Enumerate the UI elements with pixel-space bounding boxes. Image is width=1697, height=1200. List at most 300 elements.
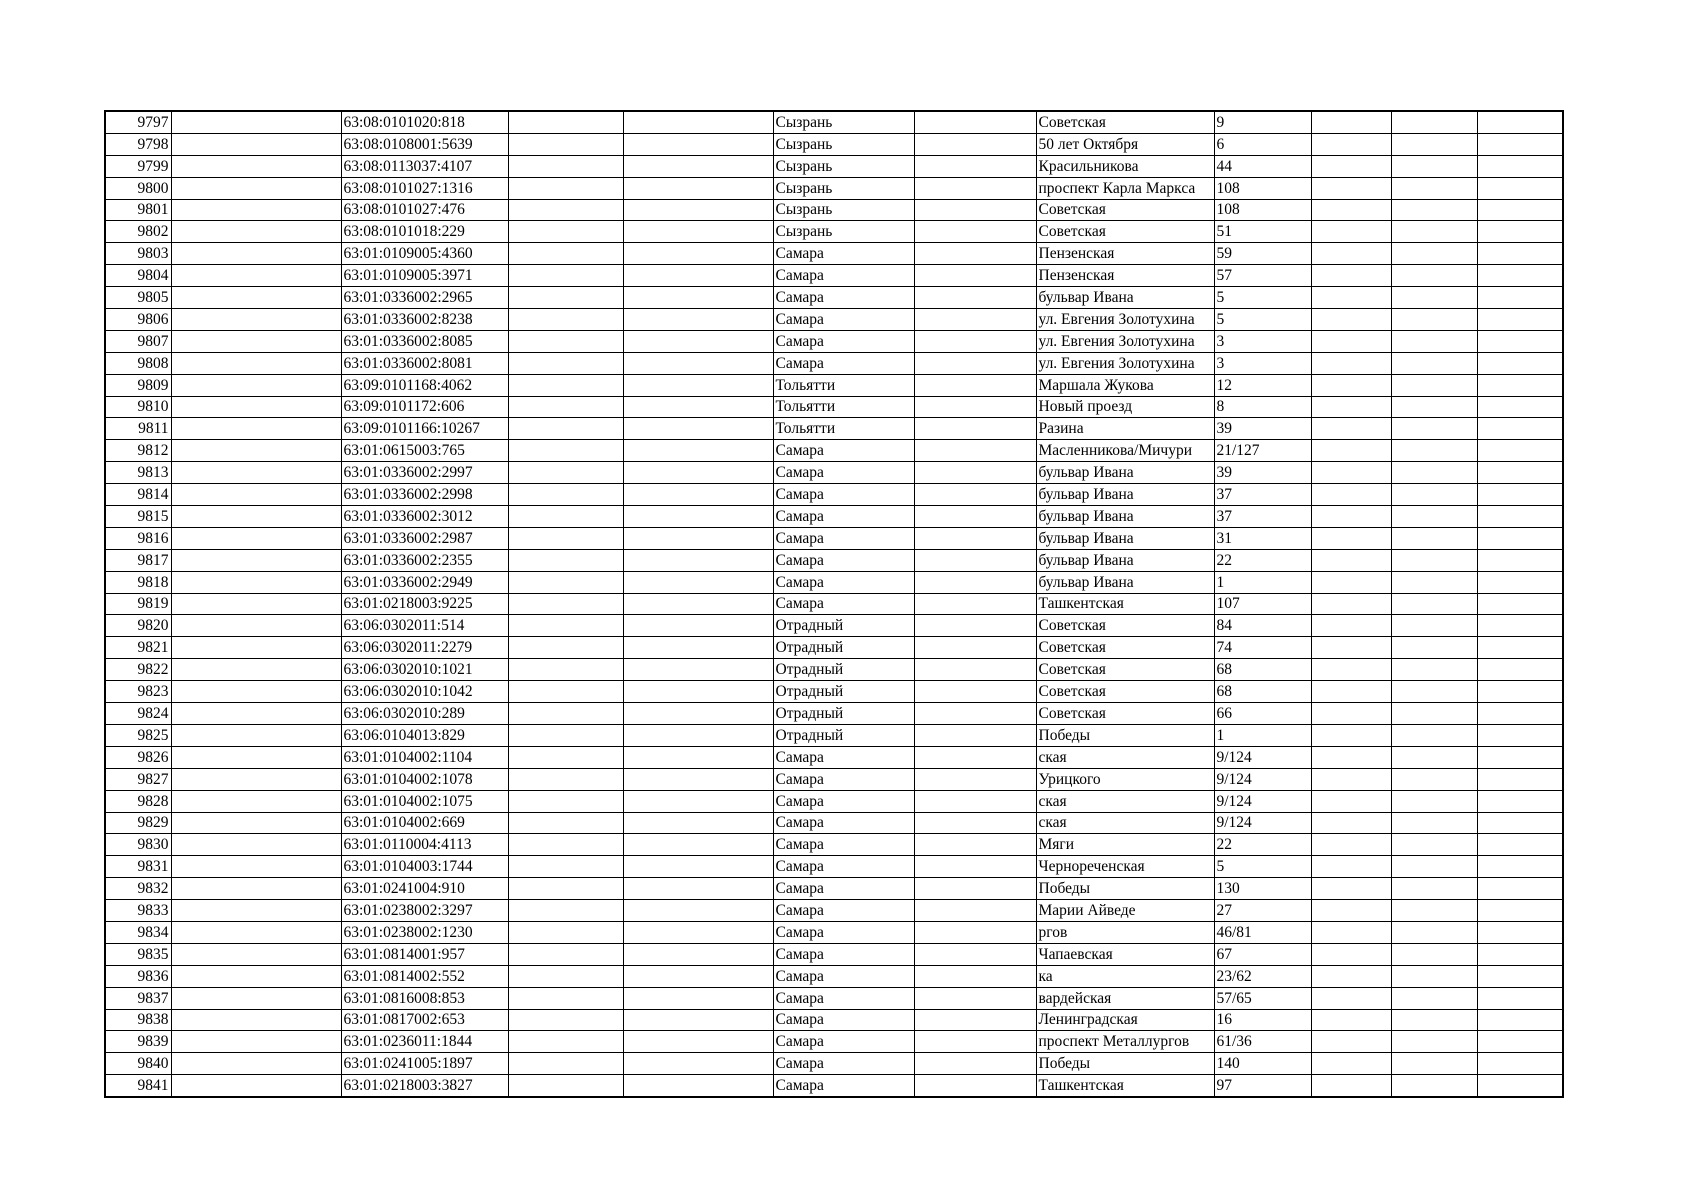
city-cell: Самара xyxy=(773,506,914,528)
house-number-cell: 22 xyxy=(1214,549,1311,571)
city-cell: Самара xyxy=(773,965,914,987)
empty-cell xyxy=(1311,615,1391,637)
city-cell: Тольятти xyxy=(773,418,914,440)
cadastral-number-cell: 63:08:0101027:476 xyxy=(341,199,508,221)
empty-cell xyxy=(623,637,773,659)
row-number-cell: 9827 xyxy=(105,768,171,790)
empty-cell xyxy=(1391,637,1477,659)
table-row xyxy=(105,703,1563,725)
street-cell: Чапаевская xyxy=(1036,943,1214,965)
empty-cell xyxy=(508,1031,623,1053)
empty-cell xyxy=(1311,571,1391,593)
empty-cell xyxy=(1477,878,1563,900)
table-row xyxy=(105,1031,1563,1053)
empty-cell xyxy=(1477,1075,1563,1097)
empty-cell xyxy=(171,396,341,418)
cadastral-number-cell: 63:08:0101018:229 xyxy=(341,221,508,243)
city-cell: Отрадный xyxy=(773,703,914,725)
empty-cell xyxy=(914,703,1036,725)
row-number-cell: 9837 xyxy=(105,987,171,1009)
empty-cell xyxy=(1311,703,1391,725)
street-cell: Маршала Жукова xyxy=(1036,374,1214,396)
empty-cell xyxy=(508,856,623,878)
empty-cell xyxy=(1311,506,1391,528)
empty-cell xyxy=(1391,418,1477,440)
empty-cell xyxy=(914,900,1036,922)
city-cell: Самара xyxy=(773,834,914,856)
empty-cell xyxy=(623,265,773,287)
empty-cell xyxy=(1391,462,1477,484)
city-cell: Самара xyxy=(773,1075,914,1097)
table-row xyxy=(105,440,1563,462)
city-cell: Самара xyxy=(773,549,914,571)
house-number-cell: 21/127 xyxy=(1214,440,1311,462)
empty-cell xyxy=(171,527,341,549)
empty-cell xyxy=(1391,1009,1477,1031)
empty-cell xyxy=(1311,1009,1391,1031)
row-number-cell: 9817 xyxy=(105,549,171,571)
empty-cell xyxy=(623,987,773,1009)
empty-cell xyxy=(171,374,341,396)
empty-cell xyxy=(508,571,623,593)
house-number-cell: 9/124 xyxy=(1214,812,1311,834)
empty-cell xyxy=(623,1053,773,1075)
empty-cell xyxy=(171,309,341,331)
empty-cell xyxy=(1391,1031,1477,1053)
table-row xyxy=(105,593,1563,615)
row-number-cell: 9832 xyxy=(105,878,171,900)
street-cell: ская xyxy=(1036,790,1214,812)
empty-cell xyxy=(508,746,623,768)
empty-cell xyxy=(1391,396,1477,418)
empty-cell xyxy=(1311,309,1391,331)
empty-cell xyxy=(1391,943,1477,965)
empty-cell xyxy=(914,440,1036,462)
empty-cell xyxy=(623,1031,773,1053)
empty-cell xyxy=(1477,987,1563,1009)
row-number-cell: 9831 xyxy=(105,856,171,878)
empty-cell xyxy=(171,1053,341,1075)
street-cell: Советская xyxy=(1036,703,1214,725)
empty-cell xyxy=(914,418,1036,440)
row-number-cell: 9811 xyxy=(105,418,171,440)
empty-cell xyxy=(1477,243,1563,265)
empty-cell xyxy=(171,549,341,571)
empty-cell xyxy=(1477,681,1563,703)
empty-cell xyxy=(914,681,1036,703)
street-cell: Пензенская xyxy=(1036,265,1214,287)
empty-cell xyxy=(623,878,773,900)
row-number-cell: 9828 xyxy=(105,790,171,812)
empty-cell xyxy=(623,549,773,571)
table-row xyxy=(105,900,1563,922)
empty-cell xyxy=(171,681,341,703)
empty-cell xyxy=(1477,659,1563,681)
empty-cell xyxy=(508,703,623,725)
table-row xyxy=(105,418,1563,440)
cadastral-number-cell: 63:01:0218003:9225 xyxy=(341,593,508,615)
empty-cell xyxy=(914,221,1036,243)
house-number-cell: 9/124 xyxy=(1214,746,1311,768)
empty-cell xyxy=(1477,330,1563,352)
cadastral-number-cell: 63:01:0236011:1844 xyxy=(341,1031,508,1053)
house-number-cell: 84 xyxy=(1214,615,1311,637)
house-number-cell: 9 xyxy=(1214,111,1311,133)
cadastral-number-cell: 63:01:0336002:3012 xyxy=(341,506,508,528)
empty-cell xyxy=(1311,746,1391,768)
empty-cell xyxy=(914,746,1036,768)
empty-cell xyxy=(508,330,623,352)
row-number-cell: 9806 xyxy=(105,309,171,331)
empty-cell xyxy=(914,768,1036,790)
row-number-cell: 9834 xyxy=(105,921,171,943)
empty-cell xyxy=(508,418,623,440)
street-cell: бульвар Ивана xyxy=(1036,484,1214,506)
empty-cell xyxy=(171,637,341,659)
table-row xyxy=(105,987,1563,1009)
empty-cell xyxy=(623,921,773,943)
cadastral-number-cell: 63:01:0336002:2987 xyxy=(341,527,508,549)
table-row xyxy=(105,243,1563,265)
house-number-cell: 1 xyxy=(1214,571,1311,593)
empty-cell xyxy=(623,746,773,768)
empty-cell xyxy=(1391,724,1477,746)
empty-cell xyxy=(914,1031,1036,1053)
empty-cell xyxy=(623,593,773,615)
cadastral-number-cell: 63:01:0238002:1230 xyxy=(341,921,508,943)
street-cell: Советская xyxy=(1036,111,1214,133)
empty-cell xyxy=(1311,790,1391,812)
empty-cell xyxy=(1391,155,1477,177)
empty-cell xyxy=(914,1009,1036,1031)
empty-cell xyxy=(914,856,1036,878)
empty-cell xyxy=(623,527,773,549)
empty-cell xyxy=(1477,527,1563,549)
table-row xyxy=(105,374,1563,396)
city-cell: Тольятти xyxy=(773,396,914,418)
house-number-cell: 16 xyxy=(1214,1009,1311,1031)
row-number-cell: 9805 xyxy=(105,287,171,309)
empty-cell xyxy=(1477,418,1563,440)
city-cell: Самара xyxy=(773,309,914,331)
cadastral-number-cell: 63:01:0109005:3971 xyxy=(341,265,508,287)
empty-cell xyxy=(508,965,623,987)
cadastral-number-cell: 63:06:0302011:514 xyxy=(341,615,508,637)
house-number-cell: 130 xyxy=(1214,878,1311,900)
empty-cell xyxy=(1311,834,1391,856)
empty-cell xyxy=(1311,440,1391,462)
row-number-cell: 9810 xyxy=(105,396,171,418)
empty-cell xyxy=(171,593,341,615)
empty-cell xyxy=(914,1053,1036,1075)
empty-cell xyxy=(508,199,623,221)
empty-cell xyxy=(171,155,341,177)
empty-cell xyxy=(508,987,623,1009)
cadastral-number-cell: 63:01:0817002:653 xyxy=(341,1009,508,1031)
city-cell: Самара xyxy=(773,287,914,309)
cadastral-number-cell: 63:08:0101027:1316 xyxy=(341,177,508,199)
empty-cell xyxy=(914,265,1036,287)
empty-cell xyxy=(1311,462,1391,484)
row-number-cell: 9809 xyxy=(105,374,171,396)
empty-cell xyxy=(914,790,1036,812)
empty-cell xyxy=(914,921,1036,943)
house-number-cell: 66 xyxy=(1214,703,1311,725)
empty-cell xyxy=(508,440,623,462)
empty-cell xyxy=(623,1075,773,1097)
empty-cell xyxy=(1391,177,1477,199)
empty-cell xyxy=(1477,199,1563,221)
empty-cell xyxy=(1391,681,1477,703)
empty-cell xyxy=(508,790,623,812)
empty-cell xyxy=(623,571,773,593)
row-number-cell: 9800 xyxy=(105,177,171,199)
house-number-cell: 23/62 xyxy=(1214,965,1311,987)
street-cell: Ленинградская xyxy=(1036,1009,1214,1031)
empty-cell xyxy=(171,834,341,856)
empty-cell xyxy=(914,549,1036,571)
street-cell: ская xyxy=(1036,812,1214,834)
city-cell: Сызрань xyxy=(773,133,914,155)
row-number-cell: 9814 xyxy=(105,484,171,506)
empty-cell xyxy=(1311,418,1391,440)
city-cell: Самара xyxy=(773,440,914,462)
empty-cell xyxy=(1311,287,1391,309)
table-row xyxy=(105,615,1563,637)
house-number-cell: 31 xyxy=(1214,527,1311,549)
street-cell: бульвар Ивана xyxy=(1036,287,1214,309)
table-row xyxy=(105,637,1563,659)
empty-cell xyxy=(1391,856,1477,878)
row-number-cell: 9835 xyxy=(105,943,171,965)
empty-cell xyxy=(914,309,1036,331)
row-number-cell: 9807 xyxy=(105,330,171,352)
row-number-cell: 9826 xyxy=(105,746,171,768)
row-number-cell: 9841 xyxy=(105,1075,171,1097)
city-cell: Самара xyxy=(773,812,914,834)
city-cell: Самара xyxy=(773,593,914,615)
street-cell: Разина xyxy=(1036,418,1214,440)
street-cell: Ташкентская xyxy=(1036,1075,1214,1097)
street-cell: Победы xyxy=(1036,724,1214,746)
table-row xyxy=(105,681,1563,703)
empty-cell xyxy=(914,352,1036,374)
house-number-cell: 107 xyxy=(1214,593,1311,615)
empty-cell xyxy=(1477,746,1563,768)
city-cell: Самара xyxy=(773,571,914,593)
empty-cell xyxy=(1311,1031,1391,1053)
empty-cell xyxy=(1311,724,1391,746)
empty-cell xyxy=(1477,1031,1563,1053)
street-cell: ул. Евгения Золотухина xyxy=(1036,309,1214,331)
empty-cell xyxy=(1311,921,1391,943)
empty-cell xyxy=(171,330,341,352)
city-cell: Самара xyxy=(773,878,914,900)
house-number-cell: 5 xyxy=(1214,856,1311,878)
table-row xyxy=(105,309,1563,331)
empty-cell xyxy=(171,768,341,790)
empty-cell xyxy=(1477,637,1563,659)
city-cell: Самара xyxy=(773,1053,914,1075)
house-number-cell: 46/81 xyxy=(1214,921,1311,943)
street-cell: Марии Айведе xyxy=(1036,900,1214,922)
empty-cell xyxy=(1311,878,1391,900)
empty-cell xyxy=(914,987,1036,1009)
empty-cell xyxy=(914,1075,1036,1097)
table-row xyxy=(105,352,1563,374)
empty-cell xyxy=(1311,155,1391,177)
empty-cell xyxy=(1391,330,1477,352)
cadastral-number-cell: 63:01:0615003:765 xyxy=(341,440,508,462)
empty-cell xyxy=(623,1009,773,1031)
street-cell: Советская xyxy=(1036,615,1214,637)
street-cell: Чернореченская xyxy=(1036,856,1214,878)
empty-cell xyxy=(1477,484,1563,506)
row-number-cell: 9825 xyxy=(105,724,171,746)
city-cell: Самара xyxy=(773,527,914,549)
cadastral-number-cell: 63:01:0241005:1897 xyxy=(341,1053,508,1075)
empty-cell xyxy=(914,637,1036,659)
empty-cell xyxy=(914,396,1036,418)
table-row xyxy=(105,133,1563,155)
empty-cell xyxy=(1391,593,1477,615)
city-cell: Сызрань xyxy=(773,111,914,133)
table-row xyxy=(105,746,1563,768)
city-cell: Отрадный xyxy=(773,724,914,746)
city-cell: Сызрань xyxy=(773,155,914,177)
empty-cell xyxy=(1391,834,1477,856)
city-cell: Самара xyxy=(773,921,914,943)
empty-cell xyxy=(1477,309,1563,331)
empty-cell xyxy=(1311,593,1391,615)
empty-cell xyxy=(623,703,773,725)
empty-cell xyxy=(171,812,341,834)
empty-cell xyxy=(1391,484,1477,506)
empty-cell xyxy=(914,287,1036,309)
empty-cell xyxy=(508,681,623,703)
row-number-cell: 9823 xyxy=(105,681,171,703)
empty-cell xyxy=(508,1009,623,1031)
empty-cell xyxy=(171,506,341,528)
cadastral-number-cell: 63:01:0109005:4360 xyxy=(341,243,508,265)
empty-cell xyxy=(623,462,773,484)
table-row xyxy=(105,878,1563,900)
street-cell: Победы xyxy=(1036,1053,1214,1075)
street-cell: Советская xyxy=(1036,221,1214,243)
house-number-cell: 5 xyxy=(1214,309,1311,331)
city-cell: Самара xyxy=(773,790,914,812)
empty-cell xyxy=(1311,1053,1391,1075)
empty-cell xyxy=(1311,330,1391,352)
street-cell: Советская xyxy=(1036,637,1214,659)
table-row xyxy=(105,834,1563,856)
empty-cell xyxy=(623,330,773,352)
empty-cell xyxy=(1477,111,1563,133)
empty-cell xyxy=(1391,812,1477,834)
cadastral-number-cell: 63:09:0101166:10267 xyxy=(341,418,508,440)
empty-cell xyxy=(1391,703,1477,725)
cadastral-number-cell: 63:01:0336002:2949 xyxy=(341,571,508,593)
cadastral-number-cell: 63:06:0302010:1042 xyxy=(341,681,508,703)
city-cell: Самара xyxy=(773,265,914,287)
city-cell: Отрадный xyxy=(773,615,914,637)
empty-cell xyxy=(1391,440,1477,462)
empty-cell xyxy=(508,1053,623,1075)
city-cell: Самара xyxy=(773,484,914,506)
street-cell: Урицкого xyxy=(1036,768,1214,790)
cadastral-number-cell: 63:01:0104002:1075 xyxy=(341,790,508,812)
table-row xyxy=(105,768,1563,790)
empty-cell xyxy=(1477,1009,1563,1031)
empty-cell xyxy=(171,484,341,506)
empty-cell xyxy=(623,681,773,703)
empty-cell xyxy=(171,265,341,287)
house-number-cell: 22 xyxy=(1214,834,1311,856)
cadastral-number-cell: 63:01:0336002:8081 xyxy=(341,352,508,374)
empty-cell xyxy=(508,484,623,506)
empty-cell xyxy=(171,1031,341,1053)
empty-cell xyxy=(1311,484,1391,506)
empty-cell xyxy=(623,834,773,856)
table-row xyxy=(105,790,1563,812)
empty-cell xyxy=(1477,177,1563,199)
empty-cell xyxy=(1311,681,1391,703)
empty-cell xyxy=(623,965,773,987)
empty-cell xyxy=(1311,374,1391,396)
row-number-cell: 9798 xyxy=(105,133,171,155)
empty-cell xyxy=(1311,527,1391,549)
empty-cell xyxy=(1477,133,1563,155)
empty-cell xyxy=(508,834,623,856)
table-row xyxy=(105,396,1563,418)
empty-cell xyxy=(508,615,623,637)
empty-cell xyxy=(508,1075,623,1097)
empty-cell xyxy=(171,111,341,133)
empty-cell xyxy=(623,243,773,265)
city-cell: Самара xyxy=(773,900,914,922)
row-number-cell: 9804 xyxy=(105,265,171,287)
empty-cell xyxy=(623,484,773,506)
empty-cell xyxy=(508,309,623,331)
table-row xyxy=(105,965,1563,987)
city-cell: Самара xyxy=(773,746,914,768)
empty-cell xyxy=(171,659,341,681)
cadastral-number-cell: 63:01:0336002:2998 xyxy=(341,484,508,506)
table-row xyxy=(105,856,1563,878)
empty-cell xyxy=(508,155,623,177)
street-cell: Советская xyxy=(1036,659,1214,681)
row-number-cell: 9820 xyxy=(105,615,171,637)
empty-cell xyxy=(914,199,1036,221)
row-number-cell: 9815 xyxy=(105,506,171,528)
empty-cell xyxy=(1391,352,1477,374)
empty-cell xyxy=(914,724,1036,746)
empty-cell xyxy=(171,243,341,265)
cadastral-number-cell: 63:06:0302010:1021 xyxy=(341,659,508,681)
empty-cell xyxy=(623,418,773,440)
table-body xyxy=(105,111,1563,1097)
empty-cell xyxy=(1477,265,1563,287)
empty-cell xyxy=(623,900,773,922)
city-cell: Сызрань xyxy=(773,177,914,199)
street-cell: ргов xyxy=(1036,921,1214,943)
street-cell: ка xyxy=(1036,965,1214,987)
empty-cell xyxy=(1311,243,1391,265)
empty-cell xyxy=(623,615,773,637)
empty-cell xyxy=(914,878,1036,900)
empty-cell xyxy=(1391,1053,1477,1075)
street-cell: Мяги xyxy=(1036,834,1214,856)
